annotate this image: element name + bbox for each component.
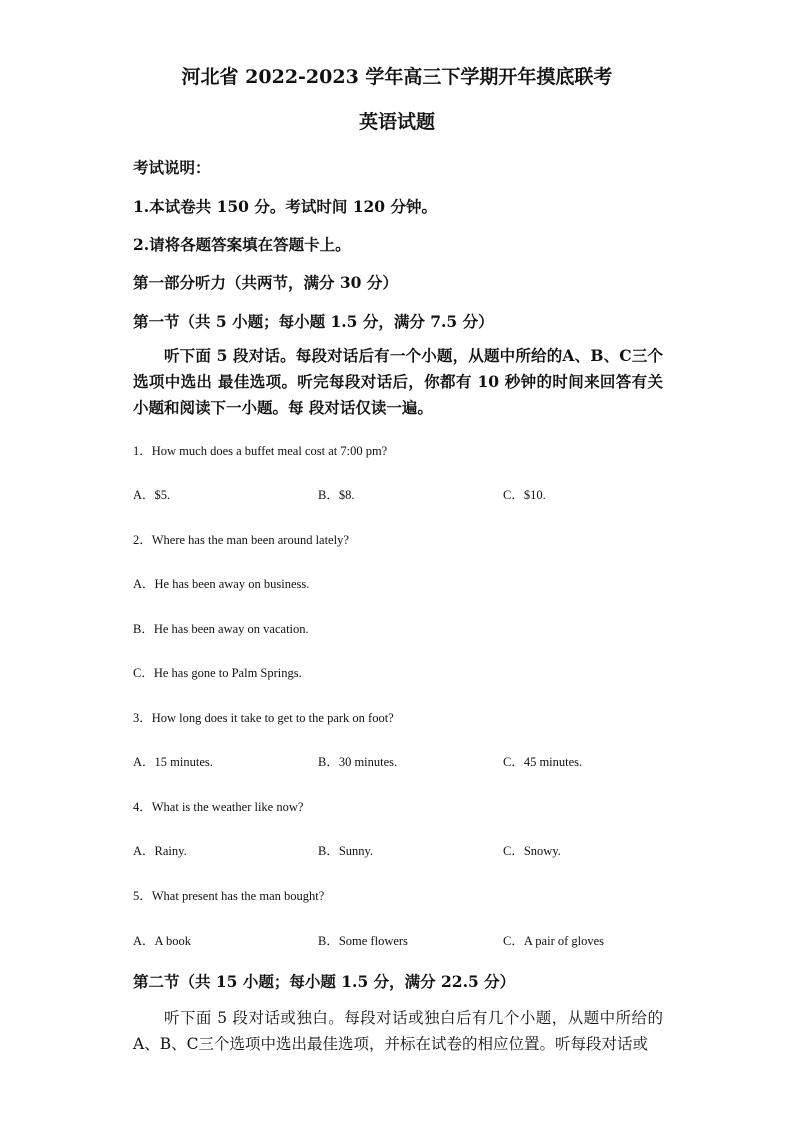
option-a: A．15 minutes. — [133, 755, 213, 769]
option-c: C．45 minutes. — [503, 755, 583, 769]
option-b: B．$8. — [318, 488, 355, 502]
option-b: B．Sunny. — [318, 844, 374, 858]
question-stem: 1．How much does a buffet meal cost at 7:00 pm? — [133, 444, 388, 458]
option-b: B．30 minutes. — [318, 755, 398, 769]
question-stem: 2．Where has the man been around lately? — [133, 533, 349, 547]
question-stem: 4．What is the weather like now? — [133, 800, 304, 814]
option-a: A．A book — [133, 934, 191, 948]
section2-title: 第二节（共 15 小题；每小题 1.5 分，满分 22.5 分） — [133, 972, 516, 991]
option-c: C．Snowy. — [503, 844, 561, 858]
question-stem: 5．What present has the man bought? — [133, 889, 325, 903]
section1-directions: 听下面 5 段对话。每段对话后有一个小题，从题中所给的A、B、C三个选项中选出 最佳选项。听完每段对话后，你都有 10 秒钟的时间来回答有关小题和阅读下一小题。每 段对话仅读一遍。 — [133, 346, 663, 417]
options-row — [133, 752, 693, 770]
exam-subject: 英语试题 — [358, 111, 435, 133]
exam-title: 河北省 2022-2023 学年高三下学期开年摸底联考 — [181, 66, 613, 88]
option-a: A．$5. — [133, 488, 171, 502]
option-c: C．He has gone to Palm Springs. — [133, 666, 302, 680]
option-a: A．Rainy. — [133, 844, 187, 858]
section2-directions: 听下面 5 段对话或独白。每段对话或独白后有几个小题，从题中所给的A、B、C三个选项中选出最佳选项，并标在试卷的相应位置。听每段对话或 — [133, 1009, 663, 1053]
question-stem: 3．How long does it take to get to the park on foot? — [133, 711, 394, 725]
section1-title: 第一节（共 5 小题；每小题 1.5 分，满分 7.5 分） — [133, 312, 494, 331]
instruction-item: 1.本试卷共 150 分。考试时间 120 分钟。 — [133, 197, 437, 216]
options-row — [133, 841, 693, 859]
option-b: B．Some flowers — [318, 934, 408, 948]
option-b: B．He has been away on vacation. — [133, 622, 309, 636]
instruction-item: 2.请将各题答案填在答题卡上。 — [133, 235, 351, 254]
instructions-heading: 考试说明： — [133, 158, 211, 177]
option-c: C．A pair of gloves — [503, 934, 605, 948]
part1-title: 第一部分听力（共两节，满分 30 分） — [133, 273, 398, 292]
options-row — [133, 931, 693, 949]
option-c: C．$10. — [503, 488, 546, 502]
options-row — [133, 485, 693, 503]
option-a: A．He has been away on business. — [133, 577, 310, 591]
